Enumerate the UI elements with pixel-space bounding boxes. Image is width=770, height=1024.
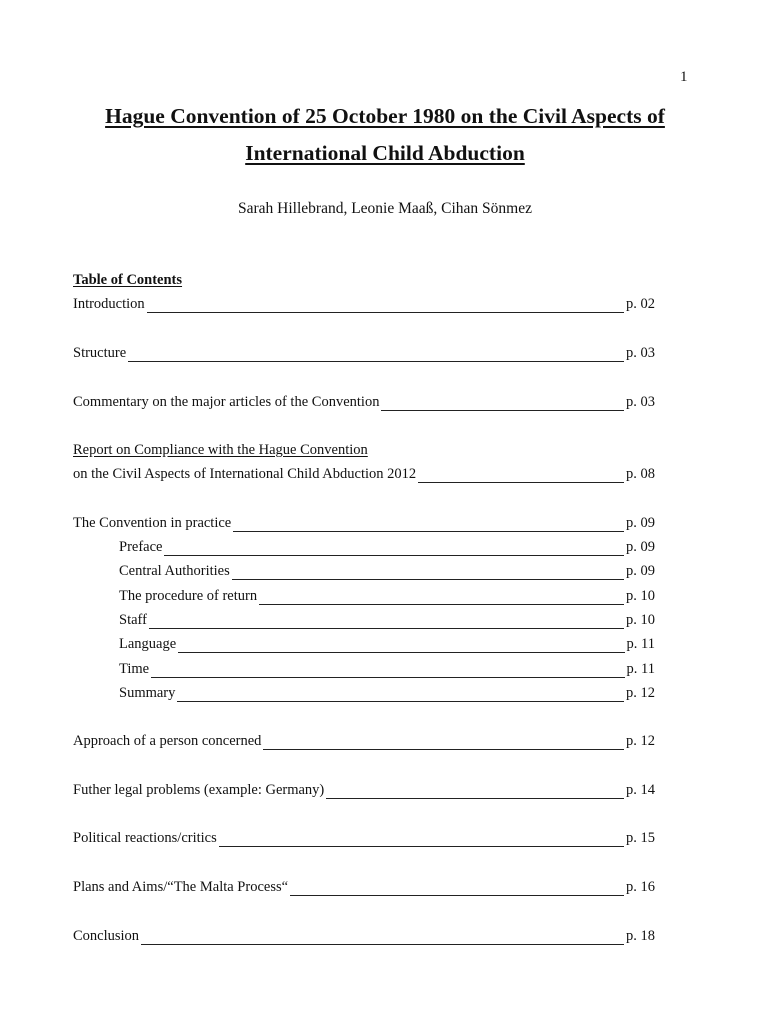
toc-entry-page: p. 18 — [626, 928, 655, 944]
toc-entry-label: The procedure of return — [119, 588, 258, 604]
toc-entry-page: p. 11 — [626, 661, 655, 677]
toc-entry-page: p. 03 — [626, 394, 655, 410]
toc-entry-page: p. 14 — [626, 782, 655, 798]
toc-entry-label: Staff — [119, 612, 147, 628]
toc-entry-page: p. 03 — [626, 345, 655, 361]
toc-entry-label: Introduction — [73, 296, 145, 312]
toc-subentry-staff[interactable] — [119, 612, 655, 632]
toc-subentry-language[interactable] — [119, 636, 655, 656]
toc-entry-commentary[interactable] — [73, 394, 655, 414]
toc-entry-label: Futher legal problems (example: Germany) — [73, 782, 325, 798]
toc-entry-page: p. 12 — [626, 685, 655, 701]
toc-entry-further-legal-problems[interactable] — [73, 782, 655, 802]
toc-entry-convention-in-practice[interactable] — [73, 515, 655, 535]
toc-entry-structure[interactable] — [73, 345, 655, 365]
toc-entry-page: p. 09 — [626, 539, 655, 555]
toc-entry-page: p. 11 — [626, 636, 655, 652]
document-title-line-1: Hague Convention of 25 October 1980 on the Civil Aspects of — [105, 104, 665, 128]
toc-entry-report-line-1[interactable] — [73, 442, 655, 462]
toc-entry-label: Approach of a person concerned — [73, 733, 262, 749]
toc-entry-label: Report on Compliance with the Hague Convention — [73, 442, 368, 458]
toc-entry-page: p. 12 — [626, 733, 655, 749]
toc-entry-page: p. 15 — [626, 830, 655, 846]
authors: Sarah Hillebrand, Leonie Maaß, Cihan Sönmez — [238, 200, 532, 217]
toc-entry-label: Political reactions/critics — [73, 830, 217, 846]
toc-entry-label: Central Authorities — [119, 563, 230, 579]
toc-entry-approach[interactable] — [73, 733, 655, 753]
toc-entry-political-reactions[interactable] — [73, 830, 655, 850]
toc-entry-label: on the Civil Aspects of International Child Abduction 2012 — [73, 466, 417, 482]
toc-subentry-summary[interactable] — [119, 685, 655, 705]
toc-entry-label: Summary — [119, 685, 176, 701]
toc-entry-label: Preface — [119, 539, 163, 555]
toc-entry-page: p. 16 — [626, 879, 655, 895]
toc-subentry-time[interactable] — [119, 661, 655, 681]
toc-entry-page: p. 09 — [626, 515, 655, 531]
toc-subentry-central-authorities[interactable] — [119, 563, 655, 583]
toc-entry-label: Structure — [73, 345, 127, 361]
toc-heading: Table of Contents — [73, 272, 183, 288]
toc-entry-label: Commentary on the major articles of the Convention — [73, 394, 380, 410]
toc-entry-label: The Convention in practice — [73, 515, 232, 531]
toc-entry-conclusion[interactable] — [73, 928, 655, 948]
toc-entry-page: p. 10 — [626, 612, 655, 628]
toc-entry-page: p. 08 — [626, 466, 655, 482]
toc-entry-plans-and-aims[interactable] — [73, 879, 655, 899]
toc-entry-page: p. 02 — [626, 296, 655, 312]
toc-subentry-procedure-of-return[interactable] — [119, 588, 655, 608]
toc-entry-label: Language — [119, 636, 177, 652]
toc-entry-page: p. 10 — [626, 588, 655, 604]
toc-entry-label: Time — [119, 661, 150, 677]
toc-entry-page: p. 09 — [626, 563, 655, 579]
toc-entry-label: Plans and Aims/“The Malta Process“ — [73, 879, 289, 895]
toc-entry-report-line-2[interactable] — [73, 466, 655, 486]
toc-entry-label: Conclusion — [73, 928, 140, 944]
page-number: 1 — [680, 69, 688, 85]
toc-entry-introduction[interactable] — [73, 296, 655, 316]
toc-subentry-preface[interactable] — [119, 539, 655, 559]
document-title-line-2: International Child Abduction — [245, 141, 525, 165]
